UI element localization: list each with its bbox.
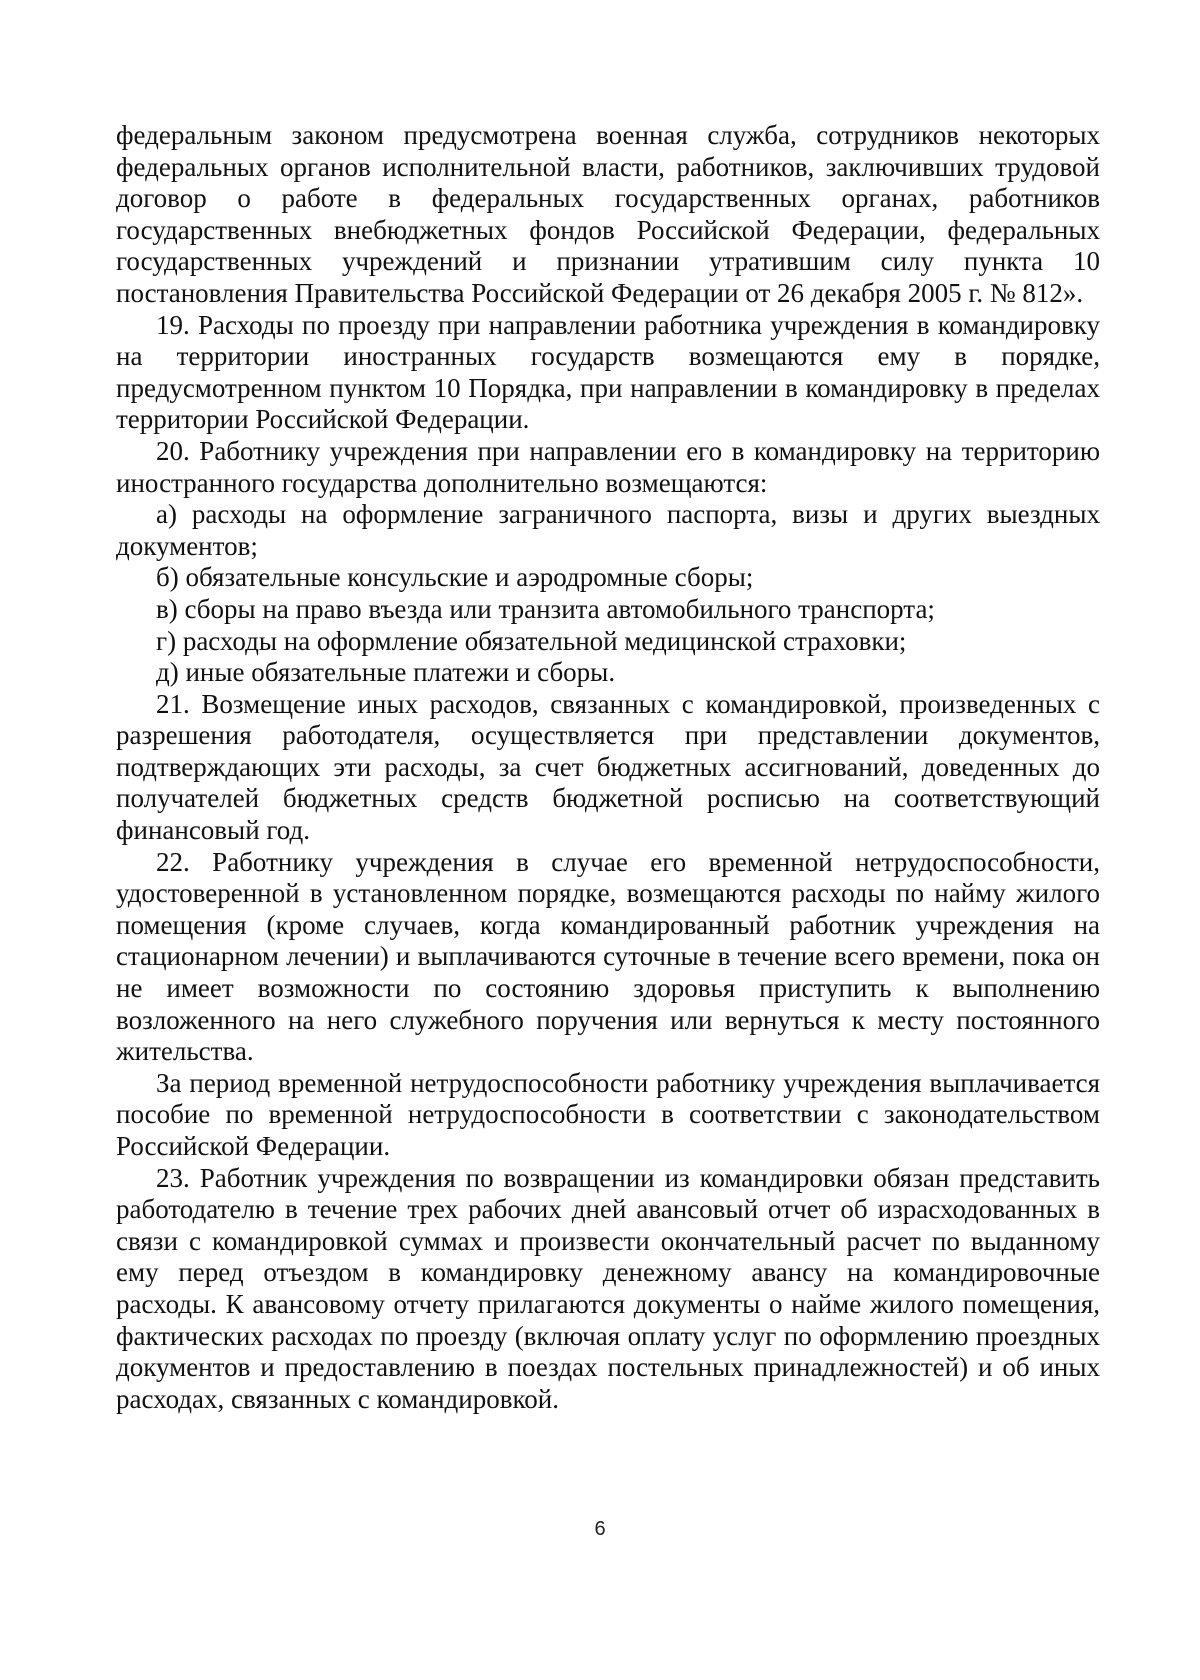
paragraph-item-20: 20. Работнику учреждения при направлении его в командировку на территорию иностранного государства дополнительно возмещаются:	[116, 435, 1100, 498]
paragraph-subitem-g: г) расходы на оформление обязательной медицинской страховки;	[156, 625, 907, 656]
page-number: 6	[594, 1518, 606, 1540]
paragraph-continuation: федеральным законом предусмотрена военная служба, сотрудников некоторых федеральных органов исполнительной власти, работников, заключивших трудовой договор о работе в федеральных государственных органах, работников государственных внебюджетных фондов Российской Федерации, федеральных государственных учреждений и признании утратившим силу пункта 10 постановления Правительства Российской Федерации от 26 декабря 2005 г. № 812».	[116, 120, 1100, 308]
paragraph-subitem-a: а) расходы на оформление заграничного паспорта, визы и других выездных документов;	[116, 499, 1100, 561]
document-body	[116, 120, 1100, 1415]
paragraph-subitem-d: д) иные обязательные платежи и сборы.	[156, 657, 616, 688]
paragraph-subitem-b: б) обязательные консульские и аэродромные сборы;	[156, 562, 754, 593]
paragraph-item-23: 23. Работник учреждения по возвращении из командировки обязан представить работодателю в течение трех рабочих дней авансовый отчет об израсходованных в связи с командировкой суммах и произвести окончательный расчет по выданному ему перед отъездом в командировку денежному авансу на командировочные расходы. К авансовому отчету прилагаются документы о найме жилого помещения, фактических расходах по проезду (включая оплату услуг по оформлению проездных документов и предоставлению в поездах постельных принадлежностей) и об иных расходах, связанных с командировкой.	[116, 1162, 1100, 1414]
paragraph-subitem-v: в) сборы на право въезда или транзита автомобильного транспорта;	[156, 593, 935, 624]
paragraph-item-22-continued: За период временной нетрудоспособности работнику учреждения выплачивается пособие по временной нетрудоспособности в соответствии с законодательством Российской Федерации.	[116, 1067, 1100, 1161]
paragraph-item-22: 22. Работнику учреждения в случае его временной нетрудоспособности, удостоверенной в установленном порядке, возмещаются расходы по найму жилого помещения (кроме случаев, когда командированный работник учреждения на стационарном лечении) и выплачиваются суточные в течение всего времени, пока он не имеет возможности по состоянию здоровья приступить к выполнению возложенного на него служебного поручения или вернуться к месту постоянного жительства.	[116, 846, 1100, 1067]
paragraph-item-19: 19. Расходы по проезду при направлении работника учреждения в командировку на территории иностранных государств возмещаются ему в порядке, предусмотренном пунктом 10 Порядка, при направлении в командировку в пределах территории Российской Федерации.	[116, 309, 1100, 435]
paragraph-item-21: 21. Возмещение иных расходов, связанных с командировкой, произведенных с разрешения работодателя, осуществляется при представлении документов, подтверждающих эти расходы, за счет бюджетных ассигнований, доведенных до получателей бюджетных средств бюджетной росписью на соответствующий финансовый год.	[116, 688, 1100, 846]
